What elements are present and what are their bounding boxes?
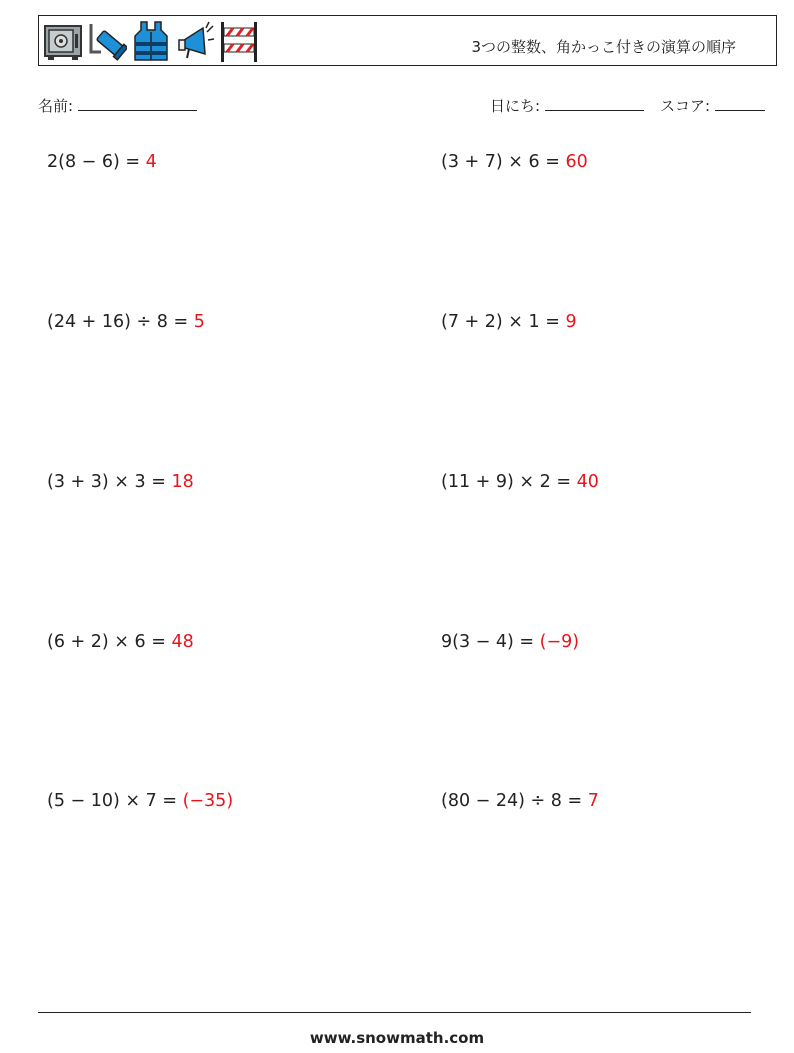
score-blank[interactable] — [715, 96, 765, 111]
problem-expression: (6 + 2) × 6 = — [47, 632, 172, 652]
problem-answer: 60 — [565, 152, 588, 172]
score-label: スコア: — [660, 97, 711, 115]
problem-expression: (7 + 2) × 1 = — [441, 312, 566, 332]
barrier-icon — [219, 20, 259, 62]
problem-expression: 9(3 − 4) = — [441, 632, 540, 652]
problem-10 — [441, 791, 599, 811]
problem-3 — [47, 312, 205, 332]
problem-6 — [441, 472, 599, 492]
flashlight-icon — [87, 20, 127, 62]
problem-expression: 2(8 − 6) = — [47, 152, 146, 172]
date-blank[interactable] — [545, 96, 644, 111]
footer-divider — [38, 1012, 751, 1013]
problem-answer: 4 — [145, 152, 157, 172]
problem-answer: 40 — [576, 472, 599, 492]
worksheet-title: 3つの整数、角かっこ付きの演算の順序 — [471, 38, 736, 56]
problem-8 — [441, 632, 579, 652]
name-blank[interactable] — [78, 96, 197, 111]
problem-expression: (3 + 7) × 6 = — [441, 152, 566, 172]
problem-7 — [47, 632, 194, 652]
problem-4 — [441, 312, 577, 332]
problem-expression: (11 + 9) × 2 = — [441, 472, 577, 492]
megaphone-icon — [175, 20, 215, 62]
problem-expression: (24 + 16) ÷ 8 = — [47, 312, 194, 332]
footer-url[interactable]: www.snowmath.com — [309, 1029, 485, 1047]
problem-expression: (5 − 10) × 7 = — [47, 791, 183, 811]
life-vest-icon — [131, 20, 171, 62]
problem-expression: (80 − 24) ÷ 8 = — [441, 791, 588, 811]
problem-answer: 48 — [171, 632, 194, 652]
problem-answer: (−9) — [539, 632, 580, 652]
problem-5 — [47, 472, 194, 492]
problem-answer: 5 — [193, 312, 205, 332]
problem-answer: (−35) — [182, 791, 234, 811]
problem-1 — [47, 152, 157, 172]
problem-expression: (3 + 3) × 3 = — [47, 472, 172, 492]
worksheet-header — [38, 15, 777, 66]
problem-2 — [441, 152, 588, 172]
safe-icon — [43, 20, 83, 62]
problem-answer: 9 — [565, 312, 577, 332]
header-icons — [43, 20, 259, 62]
problem-9 — [47, 791, 233, 811]
score-field — [660, 95, 765, 116]
date-label: 日にち: — [490, 97, 541, 115]
problem-answer: 7 — [587, 791, 599, 811]
name-field — [38, 95, 197, 116]
problem-answer: 18 — [171, 472, 194, 492]
name-label: 名前: — [38, 97, 74, 115]
date-field — [490, 95, 644, 116]
